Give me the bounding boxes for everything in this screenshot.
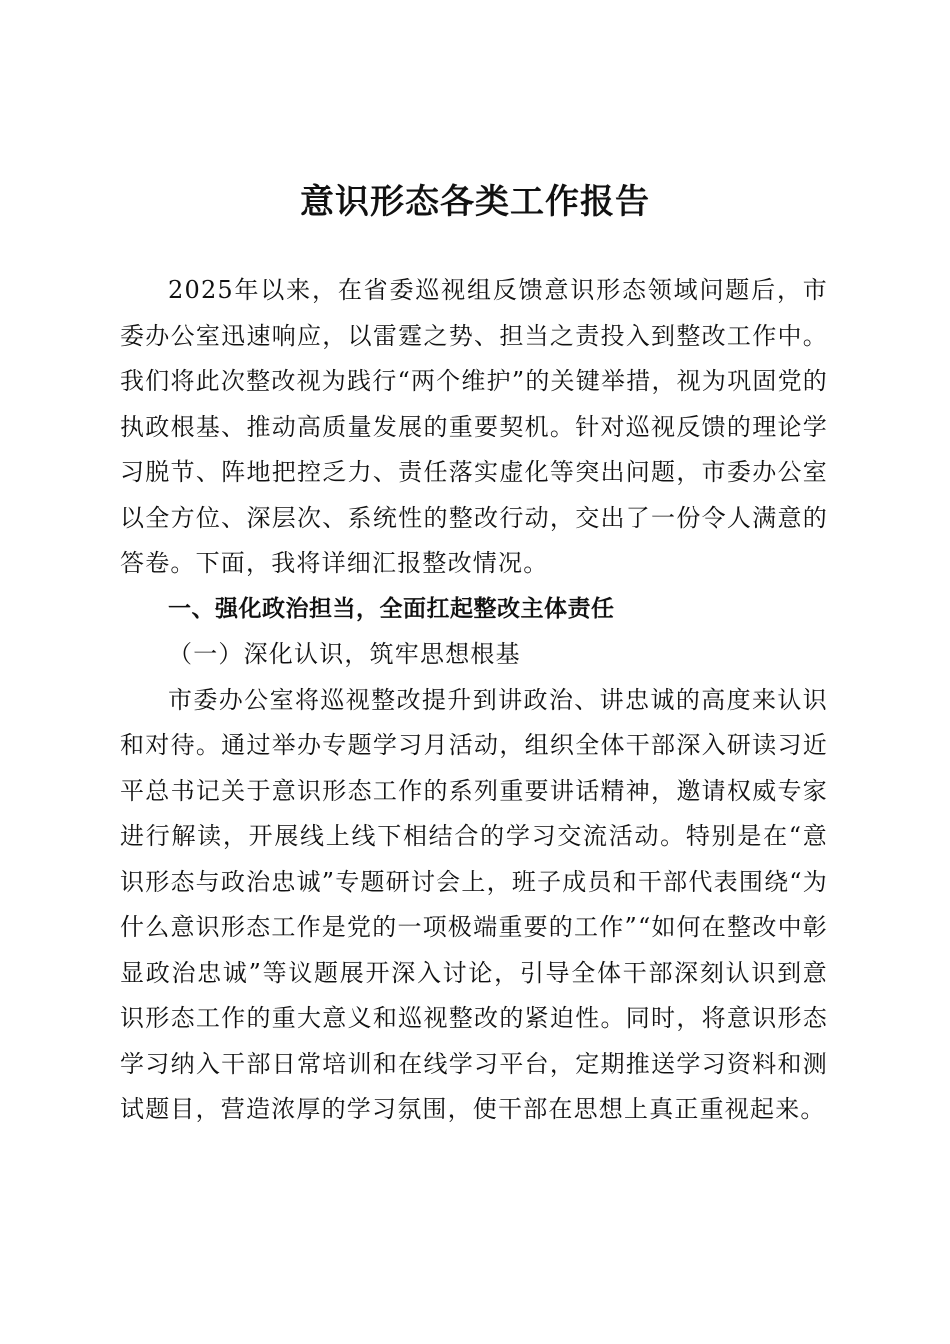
subsection-heading: （一）深化认识，筑牢思想根基 bbox=[168, 640, 521, 668]
section-heading: 一、强化政治担当，全面扛起整改主体责任 bbox=[168, 595, 615, 622]
intro-paragraph: 2025年以来，在省委巡视组反馈意识形态领域问题后，市委办公室迅速响应，以雷霆之势、担当之责投入到整改工作中。我们将此次整改视为践行“两个维护”的关键举措，视为巩固党的执政根基、推动高质量发展的重要契机。针对巡视反馈的理论学习脱节、阵地把控乏力、责任落实虚化等突出问题，市委办公室以全方位、深层次、系统性的整改行动，交出了一份令人满意的答卷。下面，我将详细汇报整改情况。 bbox=[120, 276, 828, 577]
document-body bbox=[120, 268, 828, 1133]
subsection-paragraph: 市委办公室将巡视整改提升到讲政治、讲忠诚的高度来认识和对待。通过举办专题学习月活动，组织全体干部深入研读习近平总书记关于意识形态工作的系列重要讲话精神，邀请权威专家进行解读，开展线上线下相结合的学习交流活动。特别是在“意识形态与政治忠诚”专题研讨会上，班子成员和干部代表围绕“为什么意识形态工作是党的一项极端重要的工作”“如何在整改中彰显政治忠诚”等议题展开深入讨论，引导全体干部深刻认识到意识形态工作的重大意义和巡视整改的紧迫性。同时，将意识形态学习纳入干部日常培训和在线学习平台，定期推送学习资料和测试题目，营造浓厚的学习氛围，使干部在思想上真正重视起来。 bbox=[120, 685, 828, 1123]
document-title: 意识形态各类工作报告 bbox=[300, 182, 650, 222]
